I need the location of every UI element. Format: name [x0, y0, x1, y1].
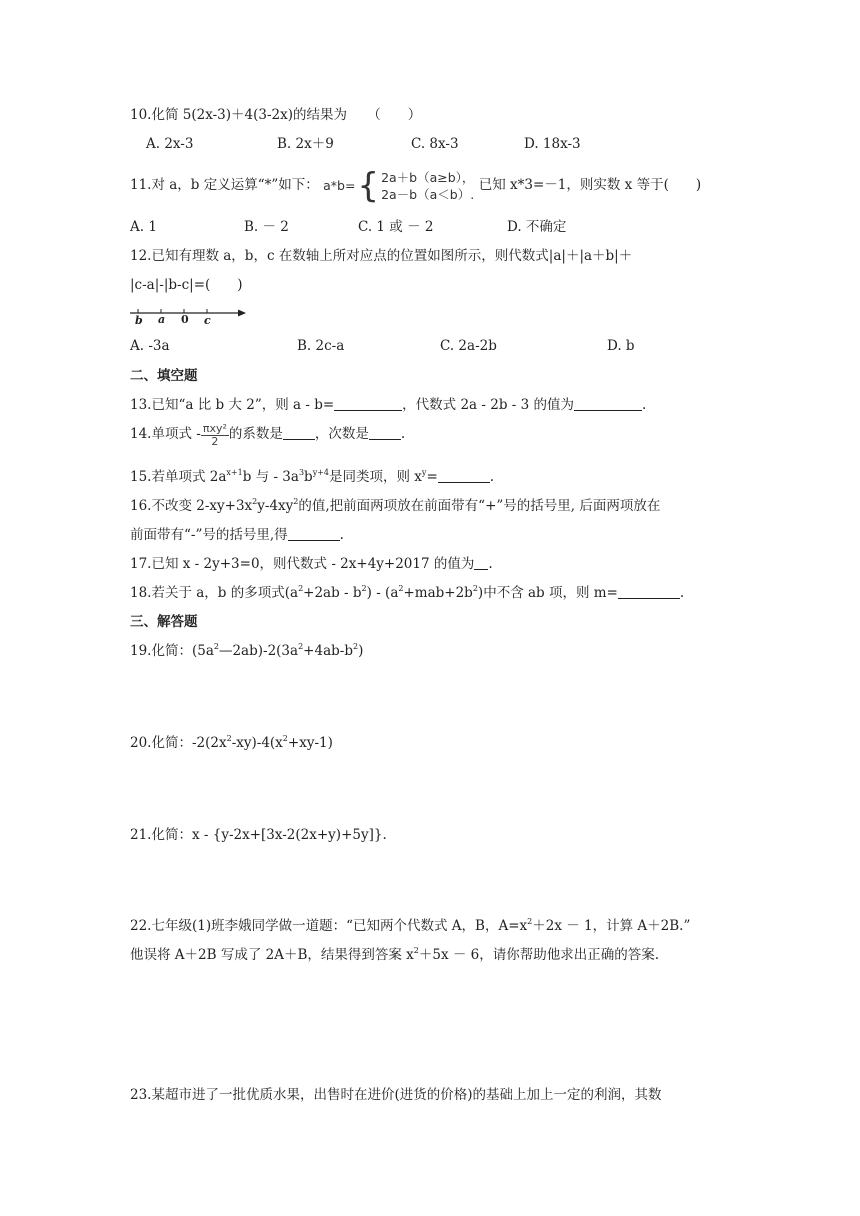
q15-text-c: b	[304, 469, 313, 485]
q10-option-c: C. 8x-3	[411, 136, 459, 152]
q11-case2: 2a－b（a＜b）.	[381, 186, 475, 202]
q20-text-b: -xy)-4(x	[231, 735, 283, 751]
q12-option-c: C. 2a-2b	[440, 338, 497, 354]
q11-stem-post: 已知 x*3=－1，则实数 x 等于( )	[478, 177, 702, 193]
q14-fraction	[201, 422, 229, 448]
q19-text-a: 19.化简：(5a	[130, 643, 214, 659]
section-heading-fill-blank: 二、填空题	[130, 368, 198, 384]
q18-sup-3: 2	[398, 584, 404, 593]
q11-stem	[130, 165, 701, 206]
q16-blank	[288, 526, 340, 541]
arrow-icon	[238, 310, 246, 317]
q22-text-c: 他误将 A＋2B 写成了 2A＋B，结果得到答案 x	[130, 947, 414, 963]
q10-option-d: D. 18x-3	[524, 136, 581, 152]
q21: 21.化简：x - {y-2x+[3x-2(2x+y)+5y]}.	[130, 827, 387, 843]
q18-sup-2: 2	[361, 584, 367, 593]
label-0: 0	[181, 313, 189, 326]
q15	[130, 468, 494, 486]
q16-sup-2: 2	[293, 497, 299, 506]
q20	[130, 734, 333, 752]
q17	[130, 555, 493, 573]
q15-sup-1: x+1	[226, 468, 243, 477]
q13-text-b: ，代数式 2a - 2b - 3 的值为	[402, 397, 574, 413]
q11-option-a: A. 1	[130, 219, 157, 235]
q15-text-b: b 与 - 3a	[242, 469, 299, 485]
q22-sup-1: 2	[527, 917, 533, 926]
q15-text-e: =	[426, 469, 438, 485]
q12-line2: |c-a|-|b-c|=( )	[130, 277, 243, 293]
q16-text-c: 的值,把前面两项放在前面带有“+”号的括号里, 后面两项放在	[298, 498, 661, 514]
q22-line2	[130, 946, 659, 964]
q14	[130, 417, 405, 451]
q23: 23.某超市进了一批优质水果，出售时在进价(进货的价格)的基础上加上一定的利润，其数	[130, 1087, 662, 1103]
q10-option-b: B. 2x＋9	[277, 136, 334, 152]
q20-text-c: +xy-1)	[287, 735, 333, 751]
q18-blank	[618, 584, 680, 599]
q16-line1	[130, 497, 660, 515]
q15-blank	[438, 468, 490, 483]
section-heading-solutions: 三、解答题	[130, 614, 198, 630]
q17-text-a: 17.已知 x - 2y+3=0，则代数式 - 2x+4y+2017 的值为	[130, 556, 475, 572]
q22-text-d: ＋5x － 6，请你帮助他求出正确的答案.	[418, 947, 660, 963]
q16-text-b: y-4xy	[257, 498, 294, 514]
q14-text-a: 14.单项式 -	[130, 426, 201, 442]
q11-formula-lead: a*b=	[323, 177, 356, 193]
q19-text-c: +4ab-b	[303, 643, 353, 659]
q18-text-b: +2ab - b	[303, 585, 362, 601]
q11-stem-pre: 11.对 a，b 定义运算“*”如下：	[130, 177, 319, 193]
q22-text-b: ＋2x － 1，计算 A＋2B.”	[532, 918, 691, 934]
q13-blank-2	[574, 396, 642, 411]
q11-case1: 2a＋b（a≥b），	[381, 169, 475, 185]
q22-text-a: 22.七年级(1)班李娥同学做一道题：“已知两个代数式 A，B，A=x	[130, 918, 528, 934]
q10-option-a: A. 2x-3	[146, 136, 194, 152]
q22-line1	[130, 917, 690, 935]
q20-sup-2: 2	[282, 734, 288, 743]
q15-sup-4: y	[421, 468, 427, 477]
q16-line2	[130, 526, 344, 544]
q19-sup-3: 2	[352, 642, 359, 651]
q14-blank-1	[283, 425, 315, 440]
q12-number-line	[128, 304, 248, 328]
q18-sup-4: 2	[472, 584, 478, 593]
q12-option-d: D. b	[607, 338, 635, 354]
q14-denominator: 2	[211, 434, 219, 448]
q14-text-b: 的系数是	[228, 426, 283, 442]
q14-blank-2	[369, 425, 401, 440]
q13	[130, 396, 646, 414]
q12-option-a: A. -3a	[130, 338, 170, 354]
q15-sup-2: 3	[298, 468, 305, 477]
q13-text-a: 13.已知“a 比 b 大 2”，则 a - b=	[130, 397, 335, 413]
q16-sup-1: 2	[252, 497, 258, 506]
q11-option-b: B. － 2	[244, 219, 289, 235]
q18	[130, 584, 684, 602]
label-c: c	[204, 314, 211, 327]
q11-option-c: C. 1 或 － 2	[358, 219, 434, 235]
label-a: a	[158, 313, 166, 326]
q18-text-e: )中不含 ab 项，则 m=	[477, 585, 618, 601]
q14-text-c: ，次数是	[314, 426, 369, 442]
q20-text-a: 20.化简：-2(2x	[130, 735, 227, 751]
q18-text-c: ) - (a	[366, 585, 399, 601]
q15-sup-3: y+4	[312, 468, 329, 477]
q18-text-a: 18.若关于 a，b 的多项式(a	[130, 585, 299, 601]
q15-text-f: .	[489, 469, 495, 485]
q17-blank	[474, 555, 488, 570]
q19	[130, 642, 363, 660]
q15-text-a: 15.若单项式 2a	[130, 469, 227, 485]
q12-option-b: B. 2c-a	[297, 338, 345, 354]
q13-blank-1	[334, 396, 402, 411]
q14-text-d: .	[400, 426, 406, 442]
q10-stem: 10.化简 5(2x-3)＋4(3-2x)的结果为 （ ）	[130, 107, 422, 123]
q19-sup-2: 2	[298, 642, 304, 651]
q19-text-d: )	[358, 643, 364, 659]
q14-numerator: πxy²	[202, 421, 227, 435]
q15-text-d: 是同类项，则 x	[329, 469, 422, 485]
q13-text-c: .	[642, 397, 647, 413]
q19-text-b: —2ab)-2(3a	[218, 643, 299, 659]
brace-glyph: {	[357, 165, 380, 206]
q11-piecewise-formula	[323, 165, 474, 206]
q11-option-d: D. 不确定	[507, 219, 567, 235]
q12-line1: 12.已知有理数 a，b，c 在数轴上所对应点的位置如图所示，则代数式|a|＋|a＋b|＋	[130, 248, 633, 264]
q16-text-a: 16.不改变 2-xy+3x	[130, 498, 253, 514]
q20-sup-1: 2	[226, 734, 232, 743]
q18-sup-1: 2	[298, 584, 304, 593]
label-b: b	[135, 314, 143, 327]
q16-text-e: .	[339, 527, 344, 543]
q16-text-d: 前面带有“-”号的括号里,得	[130, 527, 288, 543]
q18-text-d: +mab+2b	[403, 585, 473, 601]
q19-sup-1: 2	[213, 642, 219, 651]
q22-sup-2: 2	[413, 946, 419, 955]
q18-text-f: .	[679, 585, 685, 601]
q17-text-b: .	[488, 556, 493, 572]
